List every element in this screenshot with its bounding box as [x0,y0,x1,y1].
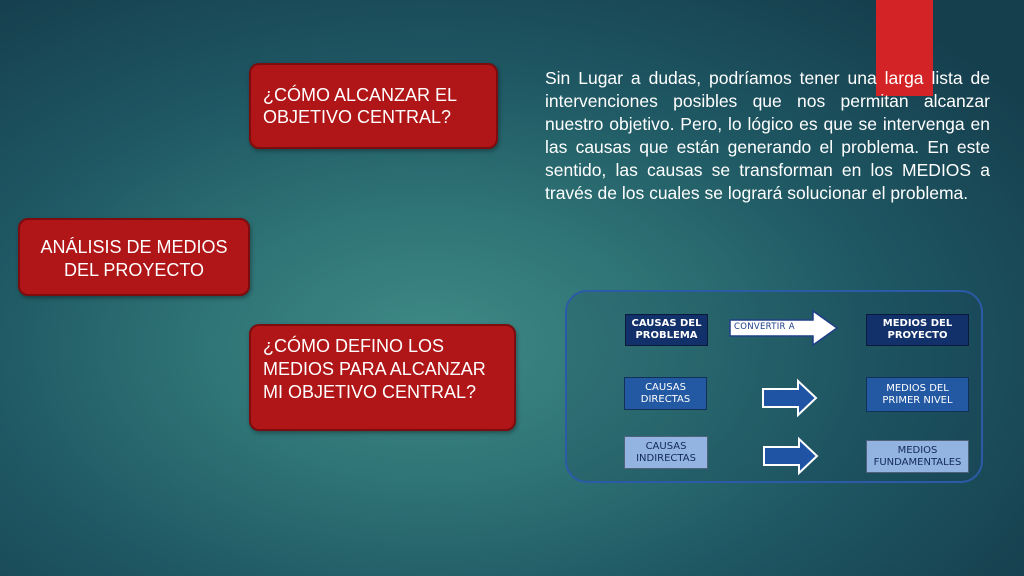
analysis-title-text: ANÁLISIS DE MEDIOS DEL PROYECTO [40,237,228,280]
question-defino-text: ¿CÓMO DEFINO LOS MEDIOS PARA ALCANZAR MI OBJETIVO CENTRAL? [263,336,486,402]
node-causas-directas [624,377,707,410]
node-causas-indirectas [624,436,708,469]
question-box-defino [249,324,516,431]
node-medios-del-proyecto-label: MEDIOS DEL PROYECTO [882,318,953,341]
arrow-right-icon-row3 [763,438,819,474]
node-medios-del-primer-nivel [866,377,969,412]
question-alcanzar-text: ¿CÓMO ALCANZAR EL OBJETIVO CENTRAL? [263,85,457,127]
node-causas-del-problema-label: CAUSAS DEL PROBLEMA [631,318,702,341]
node-medios-fundamentales [866,440,969,473]
node-medios-del-primer-nivel-label: MEDIOS DEL PRIMER NIVEL [882,382,953,406]
arrow-convertir-label: CONVERTIR A [734,322,795,332]
explanation-paragraph: Sin Lugar a dudas, podríamos tener una larga lista de intervenciones posibles que nos permitan alcanzar nuestro objetivo. Pero, lo lógico es que se intervenga en las causas que están generando el problema. En este sentido, las causas se transforman en los MEDIOS a través de los cuales se logrará solucionar el problema. [545,68,990,203]
analysis-title-box [18,218,250,296]
node-causas-del-problema [625,314,708,346]
node-medios-fundamentales-label: MEDIOS FUNDAMENTALES [873,444,962,468]
node-causas-directas-label: CAUSAS DIRECTAS [640,381,691,405]
node-causas-indirectas-label: CAUSAS INDIRECTAS [636,440,696,464]
question-box-alcanzar [249,63,498,149]
node-medios-del-proyecto [866,314,969,346]
arrow-right-icon-row2 [762,380,818,416]
